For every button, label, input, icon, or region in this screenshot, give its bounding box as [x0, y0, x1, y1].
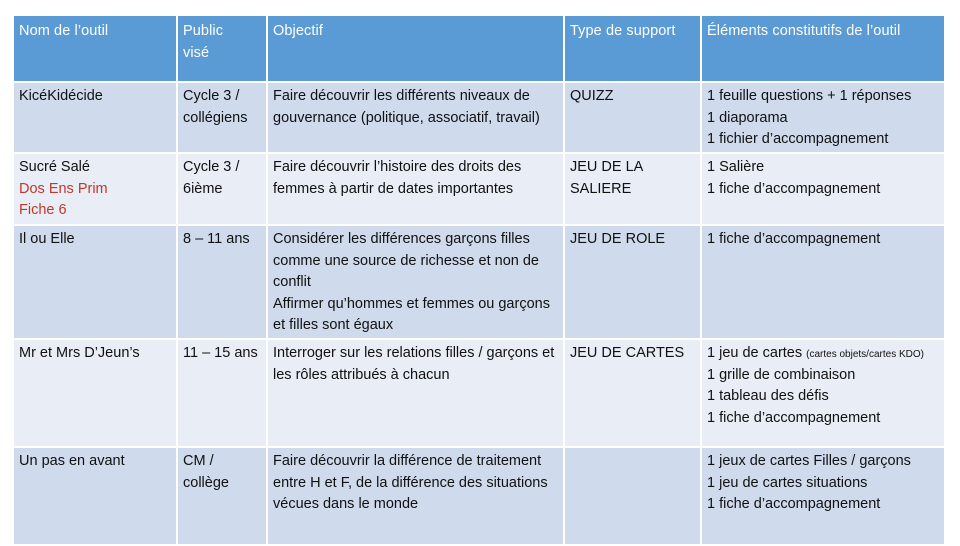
- header-row: [14, 16, 944, 81]
- cell-tool-name: [14, 154, 176, 224]
- cell-tool-name: KicéKidécide: [14, 83, 176, 152]
- cell-audience: 11 – 15 ans: [178, 340, 266, 446]
- cell-objective: [268, 226, 563, 338]
- cell-elements: [702, 83, 944, 152]
- table-row: [14, 226, 944, 338]
- cell-objective: Faire découvrir l’histoire des droits des femmes à partir de dates importantes: [268, 154, 563, 224]
- header-audience-line-2: visé: [183, 44, 210, 61]
- header-elements: Éléments constitutifs de l’outil: [702, 16, 944, 81]
- element-main-note: (cartes objets/cartes KDO): [806, 349, 924, 360]
- element-item: 1 fichier d’accompagnement: [707, 131, 889, 147]
- cell-support: [565, 448, 700, 544]
- header-tool-name: Nom de l’outil: [14, 16, 176, 81]
- cell-audience: CM / collège: [178, 448, 266, 544]
- header-support: Type de support: [565, 16, 700, 81]
- element-main-label: 1 jeu de cartes: [707, 345, 803, 361]
- element-item: 1 fiche d’accompagnement: [707, 496, 881, 512]
- header-audience: [178, 16, 266, 81]
- table-row: [14, 83, 944, 152]
- element-item: 1 feuille questions + 1 réponses: [707, 88, 912, 104]
- tool-name: Sucré Salé: [19, 159, 90, 175]
- header-audience-line-1: Public: [183, 23, 224, 39]
- table-row: [14, 340, 944, 446]
- objective-line-1: Considérer les différences garçons filles comme une source de richesse et non de conflit: [273, 231, 539, 290]
- element-item-main: [707, 343, 938, 365]
- element-item: 1 fiche d’accompagnement: [707, 231, 881, 247]
- element-item: 1 tableau des défis: [707, 388, 829, 404]
- header-objective: Objectif: [268, 16, 563, 81]
- tool-sheet: Fiche 6: [19, 202, 67, 218]
- table-row: [14, 154, 944, 224]
- tool-reference: Dos Ens Prim: [19, 180, 108, 197]
- cell-support: JEU DE CARTES: [565, 340, 700, 446]
- cell-audience: 8 – 11 ans: [178, 226, 266, 338]
- cell-objective: Faire découvrir les différents niveaux de gouvernance (politique, associatif, travail): [268, 83, 563, 152]
- element-item: 1 grille de combinaison: [707, 366, 856, 383]
- cell-support: JEU DE LA SALIERE: [565, 154, 700, 224]
- cell-support: JEU DE ROLE: [565, 226, 700, 338]
- table-row: [14, 448, 944, 544]
- cell-support: QUIZZ: [565, 83, 700, 152]
- element-item: 1 jeu de cartes situations: [707, 474, 868, 491]
- cell-objective: Faire découvrir la différence de traitement entre H et F, de la différence des situations vécues dans le monde: [268, 448, 563, 544]
- element-item: 1 fiche d’accompagnement: [707, 180, 881, 197]
- cell-tool-name: Il ou Elle: [14, 226, 176, 338]
- cell-audience: Cycle 3 / 6ième: [178, 154, 266, 224]
- element-item: 1 jeux de cartes Filles / garçons: [707, 453, 911, 469]
- element-item: 1 fiche d’accompagnement: [707, 409, 881, 426]
- cell-objective: Interroger sur les relations filles / garçons et les rôles attribués à chacun: [268, 340, 563, 446]
- cell-tool-name: Mr et Mrs D’Jeun’s: [14, 340, 176, 446]
- cell-elements: [702, 226, 944, 338]
- tools-table: [12, 14, 946, 546]
- cell-audience: Cycle 3 / collégiens: [178, 83, 266, 152]
- objective-line-2: Affirmer qu’hommes et femmes ou garçons et filles sont égaux: [273, 295, 550, 333]
- element-item: 1 Salière: [707, 159, 765, 175]
- cell-elements: [702, 340, 944, 446]
- cell-elements: [702, 154, 944, 224]
- cell-tool-name: Un pas en avant: [14, 448, 176, 544]
- element-item: 1 diaporama: [707, 109, 788, 126]
- cell-elements: [702, 448, 944, 544]
